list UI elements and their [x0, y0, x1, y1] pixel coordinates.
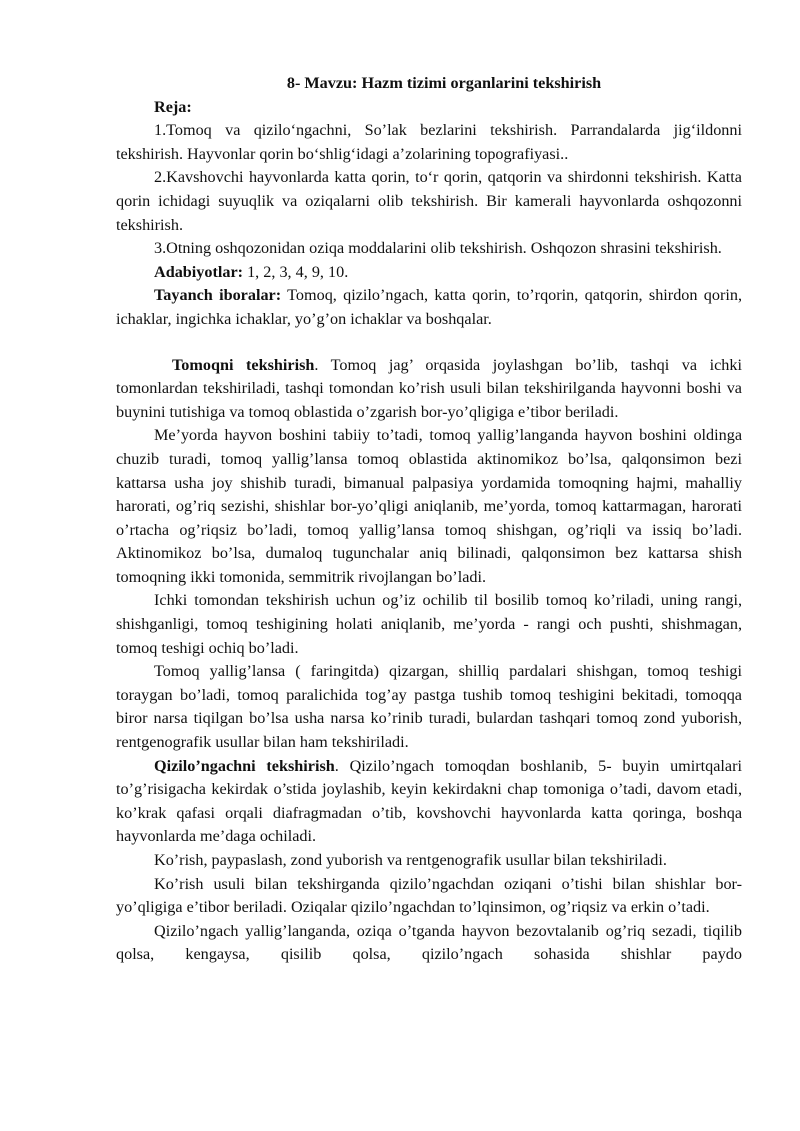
- paragraph: Tomoq yallig’lansa ( faringitda) qizargan, shilliq pardalari shishgan, tomoq teshigi toraygan bo’ladi, tomoq paralichida tog’ay pastga tushib tomoq teshigini bekitadi, tomoqqa biror narsa tiqilgan bo’lsa usha narsa ko’rinib turadi, bulardan tashqari tomoq zond yuborish, rentgenografik usullar bilan ham tekshiriladi.: [116, 662, 742, 752]
- section-throat-intro: [116, 354, 742, 425]
- section-esophagus-intro: [116, 755, 742, 849]
- keywords-line: [116, 284, 742, 331]
- keywords-label: Tayanch iboralar:: [154, 286, 282, 305]
- spacer: [116, 332, 742, 354]
- paragraph: Me’yorda hayvon boshini tabiiy to’tadi, tomoq yallig’langanda hayvon boshini oldinga chuzib turadi, tomoq yallig’lansa tomoq oblastida aktinomikoz bo’lsa, qalqonsimon bezi kattarsa usha joy shishib turadi, bimanual palpasiya yordamida tomoqning hajmi, mahalliy harorati, og’riq sezishi, shishlar bor-yo’qligi aniqlanib, me’yorda, tomoq kattarmagan, harorati o’rtacha og’riqsiz bo’ladi, tomoq yallig’lansa tomoq shishgan, og’riqli va issiq bo’ladi. Aktinomikoz bo’lsa, dumaloq tugunchalar aniq bilinadi, qalqonsimon bez kattarsa shish tomoqning ikki tomonida, semmitrik rivojlangan bo’ladi.: [116, 426, 742, 586]
- paragraph: Ko’rish usuli bilan tekshirganda qizilo’ngachdan oziqani o’tishi bilan shishlar bor-yo’qligiga e’tibor beriladi. Oziqalar qizilo’ngachdan to’lqinsimon, og’riqsiz va erkin o’tadi.: [116, 874, 742, 917]
- plan-item: 3.Otning oshqozonidan oziqa moddalarini olib tekshirish. Oshqozon shrasini tekshirish.: [154, 239, 722, 258]
- document-page: [116, 72, 742, 967]
- plan-label-text: Reja:: [154, 97, 192, 116]
- section-heading: Tomoqni tekshirish: [172, 355, 315, 374]
- plan-item: 2.Kavshovchi hayvonlarda katta qorin, to‘r qorin, qatqorin va shirdonni tekshirish. Katta qorin ichidagi suyuqlik va oziqalarni olib tekshirish. Bir kamerali hayvonlarda oshqozonni tekshirish.: [116, 168, 742, 234]
- plan-label: [116, 96, 742, 120]
- keywords-text: Tomoq, qizilo’ngach, katta qorin, to’rqorin, qatqorin, shirdon qorin, ichaklar, ingichka ichaklar, yo’g’on ichaklar va boshqalar.: [116, 286, 742, 328]
- section-text: . Tomoq jag’ orqasida joylashgan bo’lib, tashqi va ichki tomonlardan tekshiriladi, tashqi tomondan ko’rish usuli bilan tekshirilganda hayvonni boshi va buynini tutishiga va tomoq oblastida o’zgarish bor-yo’qligiga e’tibor beriladi.: [116, 355, 742, 421]
- plan-item: 1.Tomoq va qizilo‘ngachni, So’lak bezlarini tekshirish. Parrandalarda jig‘ildonni tekshirish. Hayvonlar qorin bo‘shlig‘idagi a’zolarining topografiyasi..: [116, 121, 742, 163]
- section-heading: Qizilo’ngachni tekshirish: [154, 756, 335, 775]
- literature-text: 1, 2, 3, 4, 9, 10.: [243, 262, 349, 281]
- paragraph: Ichki tomondan tekshirish uchun og’iz ochilib til bosilib tomoq ko’riladi, uning rangi, shishganligi, tomoq teshigining holati aniqlanib, me’yorda - rangi och pushti, shishmagan, tomoq teshigi ochiq bo’ladi.: [116, 591, 742, 657]
- page-title: 8- Mavzu: Hazm tizimi organlarini tekshirish: [286, 74, 602, 92]
- paragraph: Qizilo’ngach yallig’langanda, oziqa o’tganda hayvon bezovtalanib og’riq sezadi, tiqilib qolsa, kengaysa, qisilib qolsa, qizilo’ngach sohasida shishlar paydo: [116, 921, 742, 964]
- paragraph: Ko’rish, paypaslash, zond yuborish va rentgenografik usullar bilan tekshiriladi.: [154, 851, 667, 869]
- section-text: . Qizilo’ngach tomoqdan boshlanib, 5- buyin umirtqalari to’g’risigacha kekirdak o’stida joylashib, keyin kekirdakni chap tomoniga o’tadi, davom etadi, ko’krak qafasi orqali diafragmadan o’tib, kovshovchi hayvonlarda katta qoringa, boshqa hayvonlarda me’daga ochiladi.: [116, 756, 743, 846]
- literature-label: Adabiyotlar:: [154, 262, 244, 281]
- literature-line: [116, 261, 742, 285]
